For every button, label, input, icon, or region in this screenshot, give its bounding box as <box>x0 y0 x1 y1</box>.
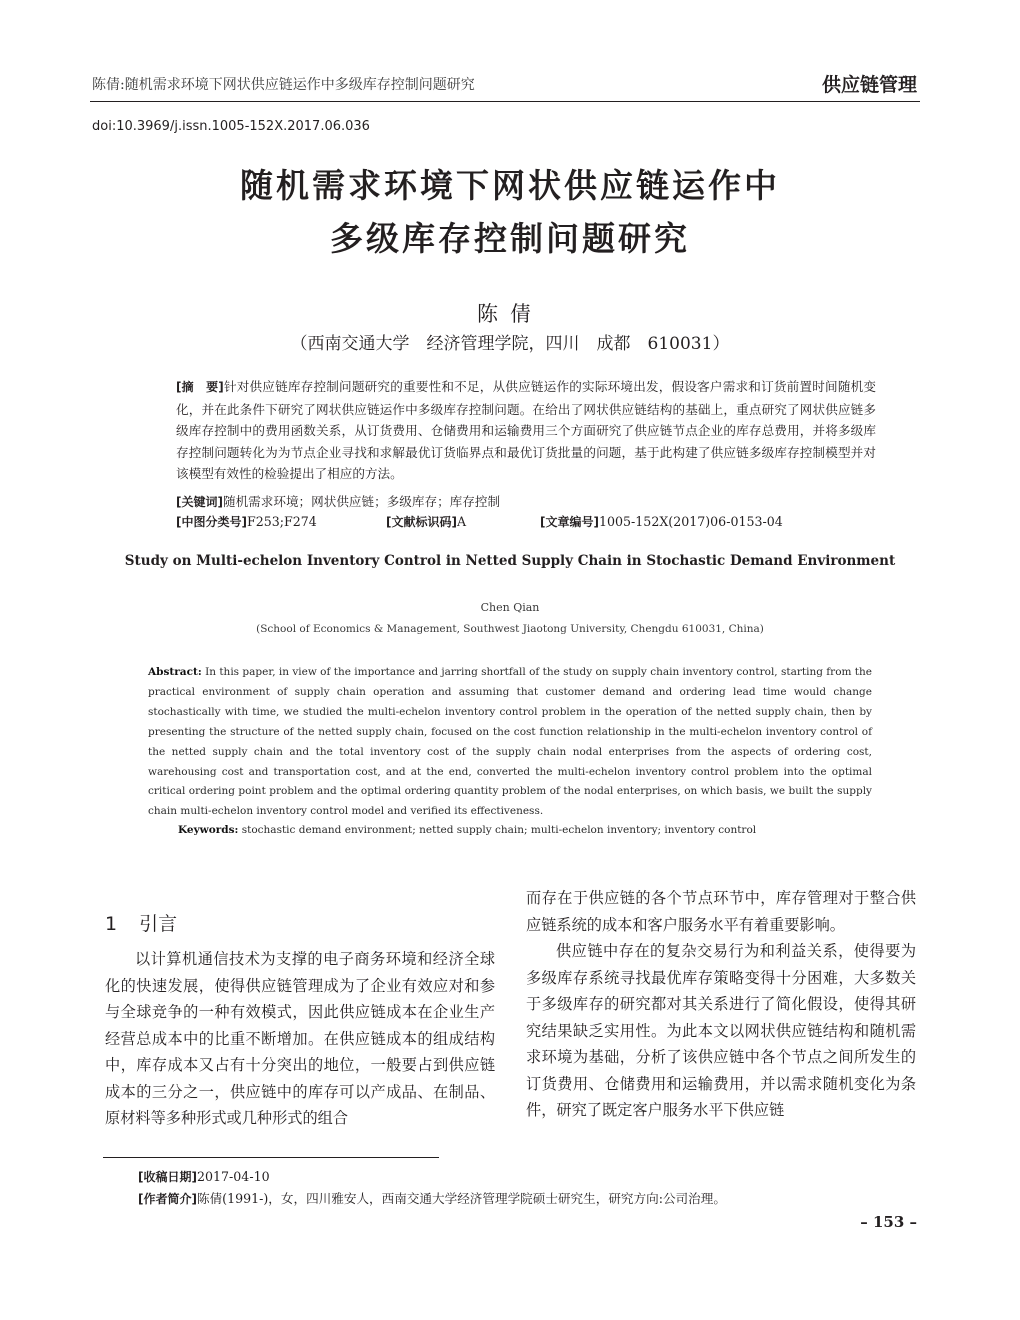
english-affiliation: (School of Economics & Management, Southwest Jiaotong University, Chengdu 610031, China) <box>256 623 764 635</box>
abstract-cn-label: [摘 要] <box>176 380 224 394</box>
clc-label: [中图分类号] <box>176 515 247 529</box>
page-number: – 153 – <box>860 1213 917 1231</box>
keywords-cn <box>176 491 500 510</box>
article-number <box>540 513 783 530</box>
title-line-2: 多级库存控制问题研究 <box>330 219 690 258</box>
body-left-paragraph: 以计算机通信技术为支撑的电子商务环境和经济全球化的快速发展，使得供应链管理成为了企业有效应对和参与全球竞争的一种有效模式，因此供应链成本在企业生产经营总成本中的比重不断增加。在供应链成本的组成结构中，库存成本又占有十分突出的地位，一般要占到供应链成本的三分之一，供应链中的库存可以产成品、在制品、原材料等多种形式或几种形式的组合 <box>105 950 495 1127</box>
keywords-cn-label: [关键词] <box>176 495 223 509</box>
running-title: 陈倩:随机需求环境下网状供应链运作中多级库存控制问题研究 <box>92 77 475 93</box>
english-author: Chen Qian <box>480 601 540 614</box>
section-number: 1 <box>105 913 118 935</box>
section-heading <box>105 909 177 936</box>
bio-label: [作者简介] <box>138 1192 197 1206</box>
doi: doi:10.3969/j.issn.1005-152X.2017.06.036 <box>92 119 370 134</box>
article-value: 1005-152X(2017)06-0153-04 <box>598 514 783 529</box>
abstract-cn <box>176 376 876 485</box>
title-line-1: 随机需求环境下网状供应链运作中 <box>240 166 780 205</box>
author: 陈倩 <box>477 302 543 326</box>
section-title: 引言 <box>139 913 178 935</box>
clc-number <box>176 513 317 530</box>
keywords-en-label: Keywords: <box>178 824 239 836</box>
affiliation: （西南交通大学 经济管理学院，四川 成都 610031） <box>290 334 730 354</box>
english-title: Study on Multi-echelon Inventory Control in Netted Supply Chain in Stochastic Demand Environment <box>124 553 896 569</box>
bio-value: 陈倩(1991-)，女，四川雅安人，西南交通大学经济管理学院硕士研究生，研究方向:公司治理。 <box>196 1191 726 1206</box>
received-label: [收稿日期] <box>138 1170 197 1184</box>
body-right-paragraph-2: 供应链中存在的复杂交易行为和利益关系，使得要为多级库存系统寻找最优库存策略变得十分困难，大多数关于多级库存的研究都对其关系进行了简化假设，使得其研究结果缺乏实用性。为此本文以网状供应链结构和随机需求环境为基础，分析了该供应链中各个节点之间所发生的订货费用、仓储费用和运输费用，并以需求随机变化为条件，研究了既定客户服务水平下供应链 <box>526 942 916 1119</box>
abstract-en-label: Abstract: <box>148 666 202 678</box>
article-label: [文章编号] <box>540 515 599 529</box>
clc-value: F253;F274 <box>246 514 317 529</box>
received-value: 2017-04-10 <box>196 1169 270 1184</box>
section-name: 供应链管理 <box>821 74 917 96</box>
abstract-en-text: In this paper, in view of the importance and jarring shortfall of the study on supply chain inventory control, starting from the practical environment of supply chain operation and assuming that customer demand and ordering lead time would change stochastically with time, we studied the multi-echelon inventory control problem in the operation of the netted supply chain, then by presenting the structure of the netted supply chain, focused on the cost function relationship in the multi-echelon inventory control of the netted supply chain and the total inventory cost of the supply chain nodal enterprises from the aspects of ordering cost, warehousing cost and transportation cost, and at the end, converted the multi-echelon inventory control problem into the optimal critical ordering point problem and the optimal ordering quantity problem of the nodal enterprises, on which basis, we built the supply chain multi-echelon inventory control model and verified its effectiveness. <box>148 666 873 818</box>
abstract-en <box>148 663 872 822</box>
doc-code <box>386 513 466 530</box>
footnote-rule <box>103 1157 439 1158</box>
body-right-paragraph-1: 而存在于供应链的各个节点环节中，库存管理对于整合供应链系统的成本和客户服务水平有着重要影响。 <box>526 889 916 934</box>
footnote-received <box>138 1168 270 1185</box>
keywords-en <box>178 824 756 836</box>
abstract-cn-text: 针对供应链库存控制问题研究的重要性和不足，从供应链运作的实际环境出发，假设客户需求和订货前置时间随机变化，并在此条件下研究了网状供应链运作中多级库存控制问题。在给出了网状供应链结构的基础上，重点研究了网状供应链多级库存控制中的费用函数关系，从订货费用、仓储费用和运输费用三个方面研究了供应链节点企业的库存总费用，并将多级库存控制问题转化为为节点企业寻找和求解最优订货临界点和最优订货批量的问题，基于此构建了供应链多级库存控制模型并对该模型有效性的检验提出了相应的方法。 <box>176 379 876 482</box>
doc-value: A <box>456 514 467 529</box>
header-rule <box>90 101 920 102</box>
footnote-bio <box>138 1188 726 1207</box>
keywords-en-text: stochastic demand environment; netted supply chain; multi-echelon inventory; inventory control <box>241 824 757 836</box>
doc-label: [文献标识码] <box>386 515 457 529</box>
keywords-cn-text: 随机需求环境；网状供应链；多级库存；库存控制 <box>222 494 501 509</box>
